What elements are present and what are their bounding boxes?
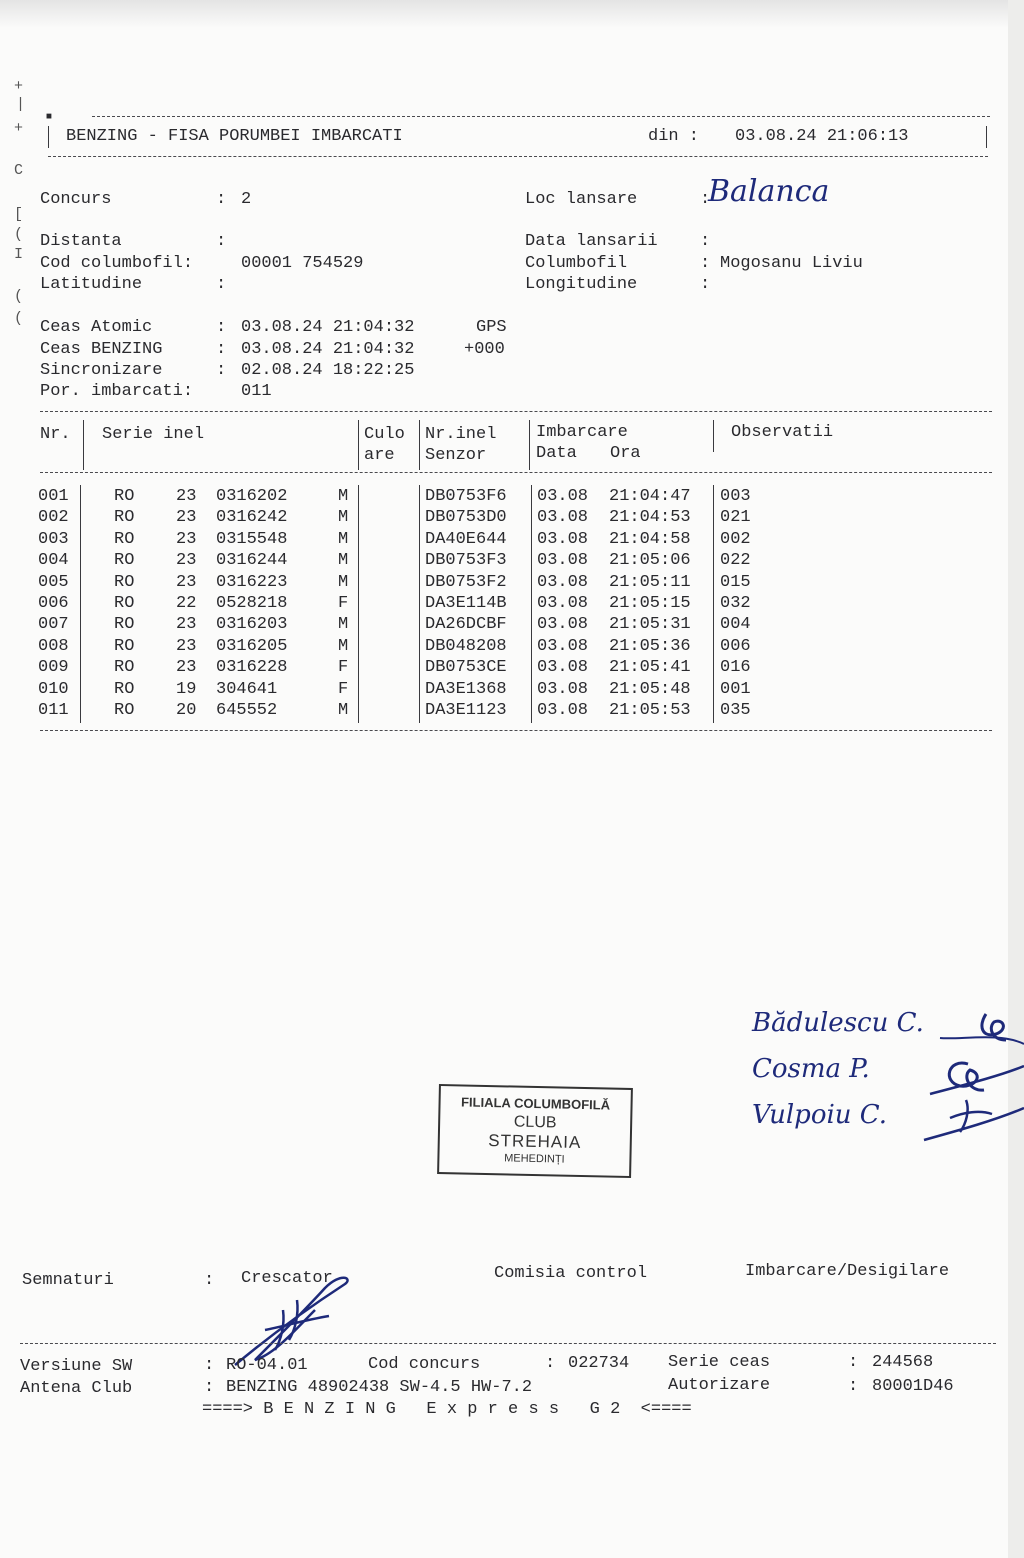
col-culoare-header-2: are [364, 446, 395, 465]
colon: : [700, 232, 711, 251]
stamp-line-2: CLUB [513, 1113, 557, 1132]
cell-sex: F [338, 658, 349, 678]
versiune-sw-value: RO-04.01 [226, 1356, 308, 1375]
cod-concurs-label: Cod concurs [368, 1355, 481, 1374]
cell-country: RO [114, 529, 135, 549]
colon: : [216, 275, 227, 294]
col-nrinel-header: Nr.inel [425, 425, 497, 444]
col-divider [713, 420, 714, 452]
cell-sex: M [338, 508, 349, 528]
cell-year: 23 [176, 658, 197, 678]
cell-country: RO [114, 679, 135, 699]
cell-date: 03.08 [537, 529, 589, 549]
cell-time: 21:05:11 [609, 572, 691, 592]
form-title: BENZING - FISA PORUMBEI IMBARCATI [66, 127, 403, 146]
cell-nr: 006 [38, 594, 69, 613]
header-bottom-rule [48, 156, 988, 157]
cell-country: RO [114, 572, 135, 592]
margin-mark: [ [14, 206, 24, 223]
cell-country: RO [114, 551, 135, 571]
cell-year: 20 [176, 701, 197, 720]
cell-ring: 0316223 [216, 572, 288, 592]
cell-nr: 004 [38, 551, 69, 571]
cell-country: RO [114, 594, 135, 613]
club-stamp [437, 1084, 633, 1178]
cell-sex: M [338, 572, 349, 592]
ceas-benzing-label: Ceas BENZING [40, 340, 163, 359]
cell-sensor: DB0753CE [425, 658, 507, 678]
cell-ring: 0528218 [216, 594, 288, 613]
col-ora-header: Ora [610, 444, 641, 463]
cell-sex: M [338, 529, 349, 549]
table-top-rule [40, 411, 992, 412]
table-row [0, 550, 1000, 571]
cell-date: 03.08 [537, 636, 589, 656]
cell-obs: 003 [720, 487, 751, 506]
commission-signatures [900, 1000, 1024, 1150]
commission-name-1: Bădulescu C. [752, 1008, 924, 1038]
margin-mark: C [14, 162, 24, 179]
colon: : [848, 1377, 859, 1396]
cell-obs: 016 [720, 658, 751, 678]
por-imbarcati-label: Por. imbarcati: [40, 382, 194, 401]
columbofil-value: Mogosanu Liviu [720, 254, 863, 273]
cell-sensor: DB0753F3 [425, 551, 507, 571]
cell-year: 23 [176, 572, 197, 592]
table-bottom-rule [40, 730, 992, 731]
imbarcare-desigilare-label: Imbarcare/Desigilare [745, 1262, 950, 1281]
concurs-label: Concurs [40, 190, 112, 209]
ceas-atomic-label: Ceas Atomic [40, 318, 153, 337]
table-row [0, 614, 1000, 635]
antena-club-value: BENZING 48902438 SW-4.5 HW-7.2 [226, 1378, 533, 1397]
col-serie-header: Serie inel [102, 425, 205, 444]
cell-country: RO [114, 615, 135, 635]
header-right-border [986, 126, 987, 148]
cell-sex: M [338, 615, 349, 635]
cell-time: 21:05:15 [609, 594, 691, 613]
stamp-line-4: MEHEDINȚI [504, 1152, 565, 1166]
data-lansarii-label: Data lansarii [525, 232, 658, 251]
colon: : [700, 254, 711, 273]
cell-ring: 304641 [216, 679, 278, 699]
cell-date: 03.08 [537, 701, 589, 720]
autorizare-label: Autorizare [668, 1376, 771, 1395]
cell-date: 03.08 [537, 572, 589, 592]
cell-sensor: DB048208 [425, 636, 507, 656]
cod-columbofil-value: 00001 754529 [241, 254, 364, 273]
cell-year: 23 [176, 529, 197, 549]
antena-club-label: Antena Club [20, 1379, 133, 1398]
col-divider [529, 420, 530, 470]
col-data-header: Data [536, 444, 577, 463]
stamp-line-3: STREHAIA [488, 1131, 582, 1152]
cell-date: 03.08 [537, 487, 589, 506]
col-divider [358, 420, 359, 470]
cell-obs: 002 [720, 529, 751, 549]
cod-concurs-value: 022734 [568, 1354, 630, 1373]
table-row [0, 529, 1000, 550]
cell-sensor: DA3E114B [425, 594, 507, 613]
cod-columbofil-label: Cod columbofil: [40, 254, 194, 273]
cell-country: RO [114, 701, 135, 720]
cell-nr: 001 [38, 487, 69, 506]
colon: : [700, 190, 711, 209]
cell-sensor: DB0753D0 [425, 508, 507, 528]
cell-obs: 004 [720, 615, 751, 635]
col-senzor-header: Senzor [425, 446, 487, 465]
cell-year: 23 [176, 551, 197, 571]
margin-mark: + [14, 120, 24, 137]
scan-top-shadow [0, 0, 1024, 28]
cell-sensor: DA40E644 [425, 529, 507, 549]
latitudine-label: Latitudine [40, 275, 143, 294]
cell-nr: 010 [38, 679, 69, 699]
cell-obs: 035 [720, 701, 751, 720]
colon: : [216, 361, 227, 380]
cell-sensor: DA26DCBF [425, 615, 507, 635]
corner-mark: ■ [46, 112, 53, 123]
table-row [0, 657, 1000, 678]
colon: : [216, 318, 227, 337]
cell-year: 22 [176, 594, 197, 613]
autorizare-value: 80001D46 [872, 1377, 954, 1396]
commission-name-3: Vulpoiu C. [752, 1100, 888, 1130]
columbofil-label: Columbofil [525, 254, 628, 273]
distanta-label: Distanta [40, 232, 122, 251]
margin-mark: I [14, 246, 24, 263]
colon: : [204, 1378, 215, 1397]
col-divider [419, 420, 420, 470]
colon: : [216, 190, 227, 209]
table-row [0, 486, 1000, 507]
table-row [0, 700, 1000, 721]
cell-obs: 001 [720, 679, 751, 699]
cell-nr: 005 [38, 572, 69, 592]
cell-obs: 021 [720, 508, 751, 528]
crescator-label: Crescator [241, 1269, 333, 1288]
cell-ring: 0316242 [216, 508, 288, 528]
cell-time: 21:05:41 [609, 658, 691, 678]
col-observatii-header: Observatii [731, 423, 834, 442]
cell-sensor: DB0753F6 [425, 487, 507, 506]
cell-sex: F [338, 594, 349, 613]
cell-sex: F [338, 679, 349, 699]
cell-country: RO [114, 636, 135, 656]
colon: : [204, 1271, 215, 1290]
cell-date: 03.08 [537, 658, 589, 678]
scan-right-edge [1008, 0, 1024, 1558]
cell-year: 23 [176, 508, 197, 528]
serie-ceas-value: 244568 [872, 1353, 934, 1372]
footer-rule [20, 1343, 996, 1344]
margin-mark: | [16, 96, 26, 113]
cell-sex: M [338, 551, 349, 571]
concurs-value: 2 [241, 190, 252, 209]
col-culoare-header: Culo [364, 425, 405, 444]
cell-time: 21:05:06 [609, 551, 691, 571]
benzing-banner: ====> B E N Z I N G E x p r e s s G 2 <==== [202, 1400, 692, 1419]
cell-ring: 645552 [216, 701, 278, 720]
longitudine-label: Longitudine [525, 275, 638, 294]
cell-obs: 022 [720, 551, 751, 571]
cell-sensor: DA3E1123 [425, 701, 507, 720]
cell-date: 03.08 [537, 508, 589, 528]
sincronizare-label: Sincronizare [40, 361, 163, 380]
margin-mark: ( [14, 226, 24, 243]
cell-time: 21:04:53 [609, 508, 691, 528]
cell-date: 03.08 [537, 551, 589, 571]
sincronizare-value: 02.08.24 18:22:25 [241, 361, 415, 380]
colon: : [216, 340, 227, 359]
loc-lansare-handwritten: Balanca [708, 174, 830, 209]
margin-mark: + [14, 78, 24, 95]
cell-country: RO [114, 487, 135, 506]
din-label: din : [648, 127, 700, 146]
cell-nr: 009 [38, 658, 69, 678]
ceas-benzing-value: 03.08.24 21:04:32 [241, 340, 415, 359]
cell-time: 21:04:47 [609, 487, 691, 506]
semnaturi-label: Semnaturi [22, 1271, 114, 1290]
colon: : [204, 1356, 215, 1375]
cell-sex: M [338, 701, 349, 720]
ceas-atomic-source: GPS [476, 318, 507, 337]
cell-sensor: DB0753F2 [425, 572, 507, 592]
cell-date: 03.08 [537, 615, 589, 635]
cell-nr: 003 [38, 529, 69, 549]
table-row [0, 636, 1000, 657]
cell-country: RO [114, 658, 135, 678]
comisia-control-label: Comisia control [494, 1264, 648, 1283]
cell-time: 21:05:48 [609, 679, 691, 699]
table-row [0, 507, 1000, 528]
cell-time: 21:05:31 [609, 615, 691, 635]
table-row [0, 593, 1000, 614]
cell-year: 23 [176, 487, 197, 506]
col-imbarcare-header: Imbarcare [536, 423, 628, 442]
commission-name-2: Cosma P. [752, 1054, 870, 1084]
cell-nr: 011 [38, 701, 69, 720]
header-left-border [48, 126, 49, 148]
cell-obs: 015 [720, 572, 751, 592]
cell-obs: 032 [720, 594, 751, 613]
cell-nr: 008 [38, 636, 69, 656]
stamp-line-1: FILIALA COLUMBOFILĂ [460, 1094, 611, 1113]
ceas-atomic-value: 03.08.24 21:04:32 [241, 318, 415, 337]
serie-ceas-label: Serie ceas [668, 1353, 771, 1372]
cell-ring: 0316205 [216, 636, 288, 656]
print-datetime: 03.08.24 21:06:13 [735, 127, 909, 146]
cell-ring: 0316244 [216, 551, 288, 571]
cell-year: 23 [176, 615, 197, 635]
cell-nr: 002 [38, 508, 69, 528]
cell-obs: 006 [720, 636, 751, 656]
table-row [0, 572, 1000, 593]
cell-ring: 0316203 [216, 615, 288, 635]
colon: : [216, 232, 227, 251]
cell-ring: 0316202 [216, 487, 288, 506]
cell-date: 03.08 [537, 679, 589, 699]
colon: : [545, 1354, 556, 1373]
table-header-rule [40, 472, 992, 473]
cell-ring: 0316228 [216, 658, 288, 678]
cell-country: RO [114, 508, 135, 528]
cell-sex: M [338, 636, 349, 656]
table-row [0, 679, 1000, 700]
por-imbarcati-value: 011 [241, 382, 272, 401]
cell-sex: M [338, 487, 349, 506]
cell-time: 21:05:53 [609, 701, 691, 720]
margin-mark: ( [14, 310, 24, 327]
col-nr-header: Nr. [40, 425, 71, 444]
cell-time: 21:05:36 [609, 636, 691, 656]
ceas-benzing-offset: +000 [464, 340, 505, 359]
colon: : [700, 275, 711, 294]
cell-nr: 007 [38, 615, 69, 635]
colon: : [848, 1353, 859, 1372]
versiune-sw-label: Versiune SW [20, 1357, 133, 1376]
header-top-rule [92, 116, 990, 117]
cell-ring: 0315548 [216, 529, 288, 549]
cell-year: 19 [176, 679, 197, 699]
cell-year: 23 [176, 636, 197, 656]
cell-date: 03.08 [537, 594, 589, 613]
cell-time: 21:04:58 [609, 529, 691, 549]
col-divider [83, 420, 84, 470]
margin-mark: ( [14, 288, 24, 305]
loc-lansare-label: Loc lansare [525, 190, 638, 209]
cell-sensor: DA3E1368 [425, 679, 507, 699]
